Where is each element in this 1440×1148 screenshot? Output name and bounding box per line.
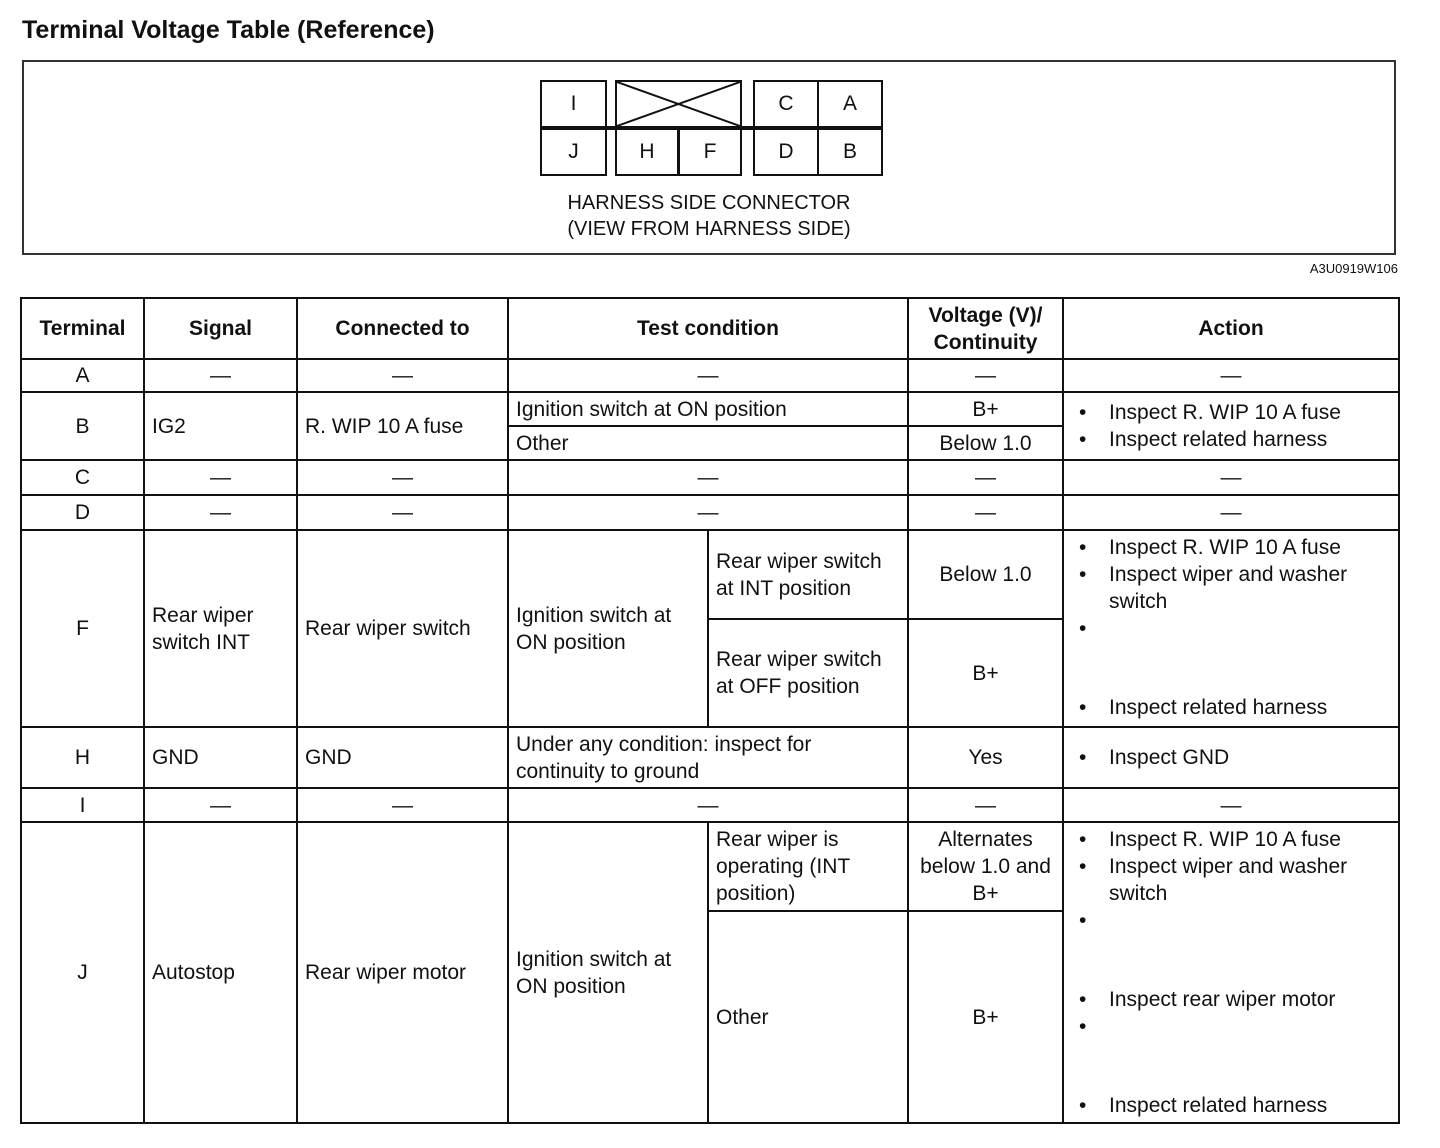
dash-cell: — [508, 460, 908, 495]
action-list [1071, 399, 1391, 453]
table-row [21, 495, 1399, 530]
connected-to-cell: Rear wiper motor [297, 822, 508, 1123]
pin-f: F [678, 128, 742, 176]
dash-cell: — [297, 460, 508, 495]
action-item: • Inspect rear wiper motor [1071, 986, 1391, 1013]
header-action: Action [1063, 298, 1399, 359]
action-spacer [1071, 1013, 1391, 1092]
dash-cell: — [908, 788, 1063, 822]
action-item: • Inspect wiper and washer switch [1071, 853, 1391, 907]
action-item: • Inspect R. WIP 10 A fuse [1071, 534, 1391, 561]
dash-cell: — [508, 359, 908, 392]
connector-diagram [22, 60, 1396, 255]
terminal-cell: C [21, 460, 144, 495]
action-item: • Inspect R. WIP 10 A fuse [1071, 399, 1391, 426]
header-voltage [908, 298, 1063, 359]
condition-cell: Ignition switch at ON position [508, 392, 908, 426]
header-voltage-line: Voltage (V)/ [928, 303, 1043, 327]
dash-cell: — [908, 359, 1063, 392]
connector-divider [607, 126, 615, 130]
dash-cell: — [908, 495, 1063, 530]
table-row [21, 822, 1399, 911]
header-connected-to: Connected to [297, 298, 508, 359]
action-item: • Inspect related harness [1071, 694, 1391, 721]
blank-cavity [615, 80, 742, 128]
dash-cell: — [508, 495, 908, 530]
pin-h: H [615, 128, 679, 176]
connected-to-cell: GND [297, 727, 508, 788]
pin-d: D [753, 128, 819, 176]
connector-divider [742, 126, 753, 130]
dash-cell: — [1063, 788, 1399, 822]
voltage-cell: Below 1.0 [908, 426, 1063, 460]
dash-cell: — [297, 495, 508, 530]
sub-condition-cell: Other [708, 911, 908, 1123]
dash-cell: — [144, 495, 297, 530]
action-list [1071, 826, 1391, 1119]
action-cell [1063, 530, 1399, 727]
terminal-voltage-table [20, 297, 1400, 1124]
action-item: • Inspect related harness [1071, 1092, 1391, 1119]
sub-condition-cell: Rear wiper is operating (INT position) [708, 822, 908, 911]
action-item: • Inspect wiper and washer switch [1071, 561, 1391, 615]
table-row [21, 788, 1399, 822]
voltage-cell: B+ [908, 619, 1063, 727]
condition-cell: Ignition switch at ON position [508, 822, 708, 1123]
terminal-cell: H [21, 727, 144, 788]
action-list [1071, 534, 1391, 721]
terminal-cell: J [21, 822, 144, 1123]
table-row [21, 460, 1399, 495]
caption-line: (VIEW FROM HARNESS SIDE) [567, 218, 851, 240]
terminal-cell: B [21, 392, 144, 460]
signal-cell: IG2 [144, 392, 297, 460]
dash-cell: — [1063, 495, 1399, 530]
dash-cell: — [144, 788, 297, 822]
dash-cell: — [508, 788, 908, 822]
terminal-cell: I [21, 788, 144, 822]
pin-c: C [753, 80, 819, 128]
blank-cavity-cross-icon [617, 82, 740, 126]
signal-cell: Autostop [144, 822, 297, 1123]
figure-code: A3U0919W106 [1309, 261, 1398, 276]
voltage-cell: B+ [908, 911, 1063, 1123]
terminal-cell: A [21, 359, 144, 392]
action-item: • Inspect R. WIP 10 A fuse [1071, 826, 1391, 853]
action-list [1071, 744, 1391, 771]
terminal-cell: D [21, 495, 144, 530]
header-voltage-line: Continuity [933, 330, 1038, 354]
header-test-condition: Test condition [508, 298, 908, 359]
header-terminal: Terminal [21, 298, 144, 359]
action-spacer [1071, 615, 1391, 694]
voltage-cell: B+ [908, 392, 1063, 426]
pin-j: J [540, 128, 607, 176]
dash-cell: — [1063, 460, 1399, 495]
voltage-cell: Below 1.0 [908, 530, 1063, 619]
action-item: • Inspect related harness [1071, 426, 1391, 453]
dash-cell: — [144, 359, 297, 392]
voltage-cell: Alternates below 1.0 and B+ [908, 822, 1063, 911]
sub-condition-cell: Rear wiper switch at OFF position [708, 619, 908, 727]
condition-cell: Other [508, 426, 908, 460]
condition-cell: Under any condition: inspect for continuity to ground [508, 727, 908, 788]
table-row [21, 392, 1399, 426]
condition-cell: Ignition switch at ON position [508, 530, 708, 727]
table-header-row [21, 298, 1399, 359]
table-row [21, 727, 1399, 788]
action-item: • Inspect GND [1071, 744, 1391, 771]
caption-line: HARNESS SIDE CONNECTOR [567, 192, 851, 214]
pin-a: A [817, 80, 883, 128]
connected-to-cell: R. WIP 10 A fuse [297, 392, 508, 460]
action-cell [1063, 392, 1399, 460]
harness-connector [540, 80, 885, 180]
dash-cell: — [297, 788, 508, 822]
dash-cell: — [297, 359, 508, 392]
header-signal: Signal [144, 298, 297, 359]
dash-cell: — [1063, 359, 1399, 392]
connector-caption [24, 190, 1394, 242]
pin-i: I [540, 80, 607, 128]
table-row [21, 359, 1399, 392]
terminal-cell: F [21, 530, 144, 727]
table-row [21, 530, 1399, 619]
dash-cell: — [144, 460, 297, 495]
signal-cell: GND [144, 727, 297, 788]
action-cell [1063, 822, 1399, 1123]
action-spacer [1071, 907, 1391, 986]
pin-b: B [817, 128, 883, 176]
action-cell [1063, 727, 1399, 788]
page-title: Terminal Voltage Table (Reference) [22, 16, 435, 44]
signal-cell: Rear wiper switch INT [144, 530, 297, 727]
connected-to-cell: Rear wiper switch [297, 530, 508, 727]
voltage-cell: Yes [908, 727, 1063, 788]
dash-cell: — [908, 460, 1063, 495]
sub-condition-cell: Rear wiper switch at INT position [708, 530, 908, 619]
